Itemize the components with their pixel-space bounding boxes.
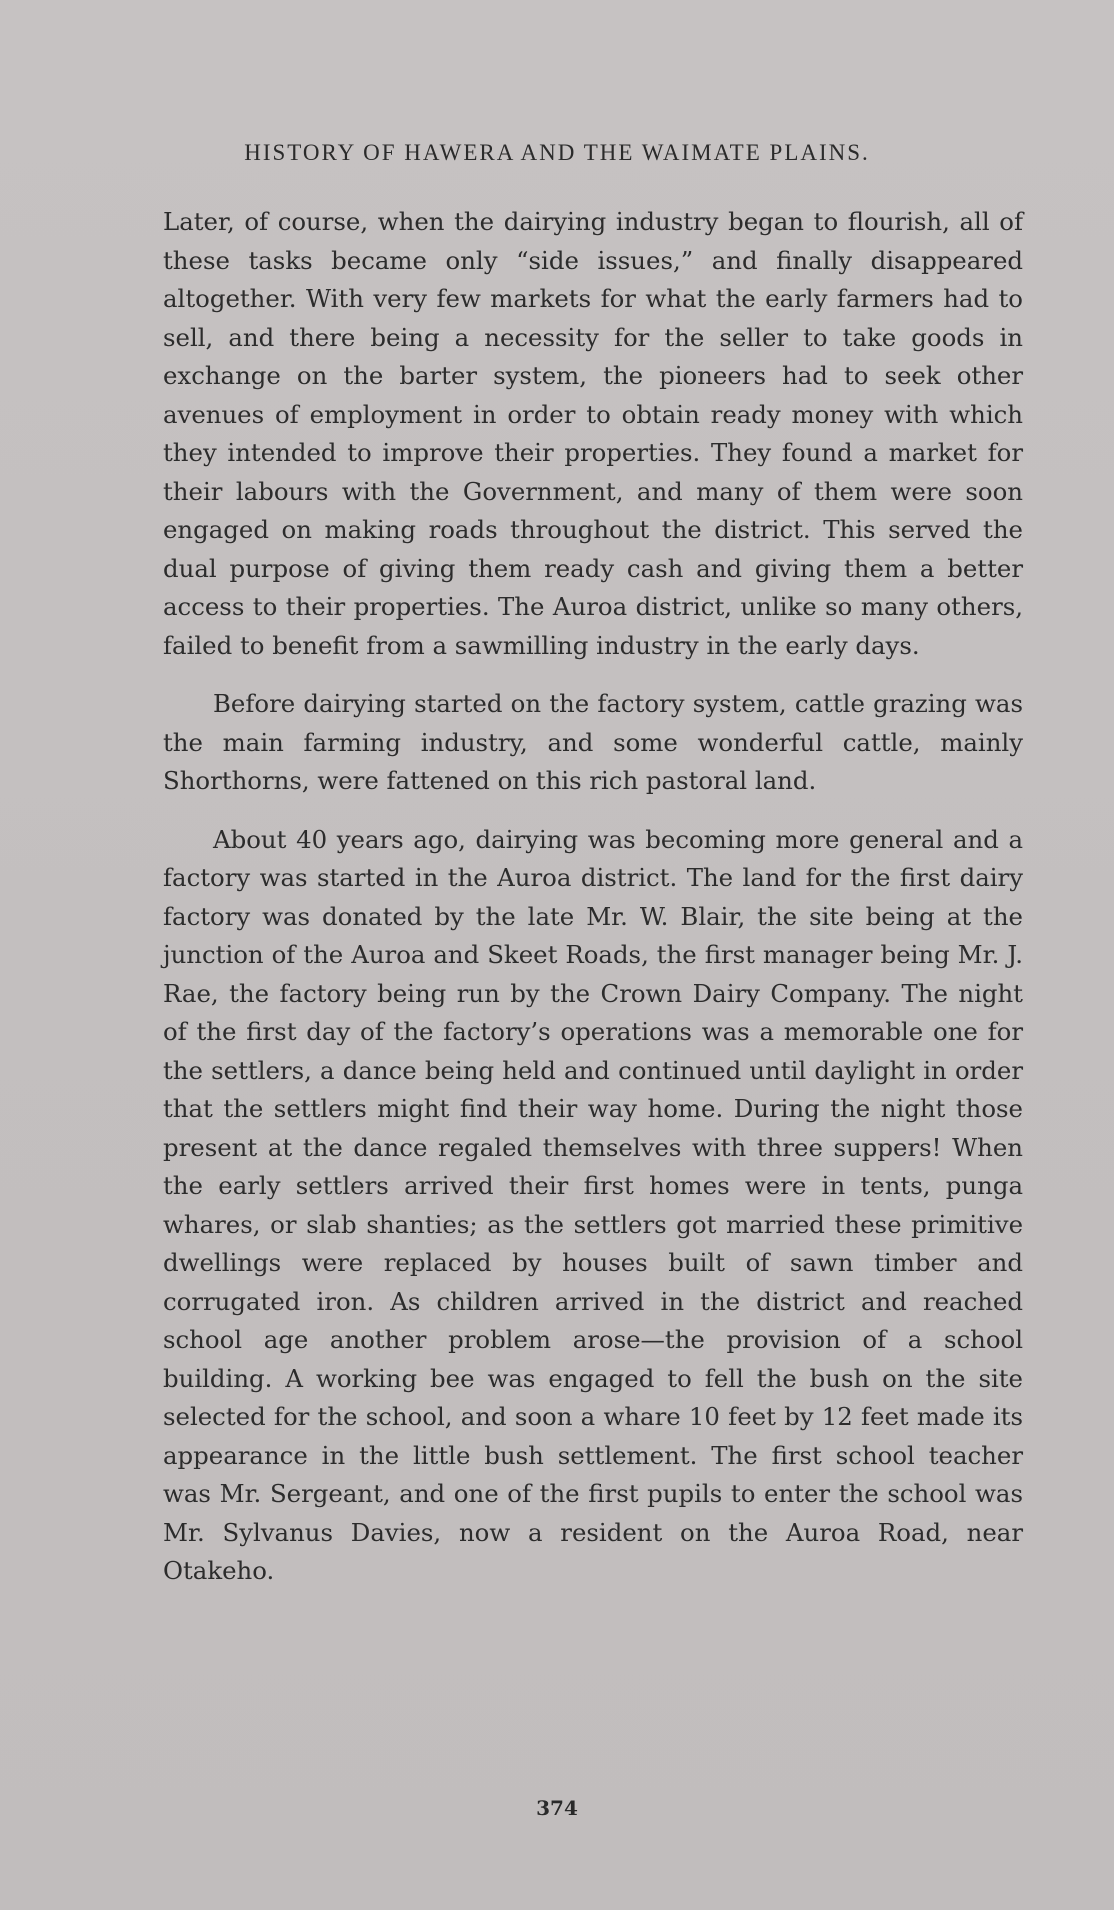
paragraph-2: Before dairying started on the factory system, cattle grazing was the main farming industry, and some wonderful cattle, mainly Shorthorns, were fattened on this rich pastoral land. [163, 689, 1023, 795]
body-text [163, 203, 1023, 1611]
page-number: 374 [536, 1796, 578, 1820]
paragraph-3: About 40 years ago, dairying was becoming more general and a factory was started in the Auroa district. The land for the first dairy factory was donated by the late Mr. W. Blair, the site being at the junction of the Auroa and Skeet Roads, the first manager being Mr. J. Rae, the factory being run by the Crown Dairy Company. The night of the first day of the factory’s operations was a memorable one for the settlers, a dance being held and continued until daylight in order that the settlers might find their way home. During the night those present at the dance regaled themselves with three suppers! When the early settlers arrived their first homes were in tents, punga whares, or slab shanties; as the settlers got married these primitive dwellings were replaced by houses built of sawn timber and corrugated iron. As children arrived in the district and reached school age another problem arose—the provision of a school building. A working bee was engaged to fell the bush on the site selected for the school, and soon a whare 10 feet by 12 feet made its appearance in the little bush settlement. The first school teacher was Mr. Sergeant, and one of the first pupils to enter the school was Mr. Sylvanus Davies, now a resident on the Auroa Road, near Otakeho. [163, 824, 1023, 1585]
paragraph-1: Later, of course, when the dairying industry began to flourish, all of these tasks became only “side issues,” and finally disappeared altogether. With very few markets for what the early farmers had to sell, and there being a necessity for the seller to take goods in exchange on the barter system, the pioneers had to seek other avenues of employment in order to obtain ready money with which they intended to improve their properties. They found a market for their labours with the Government, and many of them were soon engaged on making roads throughout the district. This served the dual purpose of giving them ready cash and giving them a better access to their properties. The Auroa district, unlike so many others, failed to benefit from a sawmilling industry in the early days. [163, 207, 1023, 660]
running-head: HISTORY OF HAWERA AND THE WAIMATE PLAINS. [244, 140, 870, 165]
